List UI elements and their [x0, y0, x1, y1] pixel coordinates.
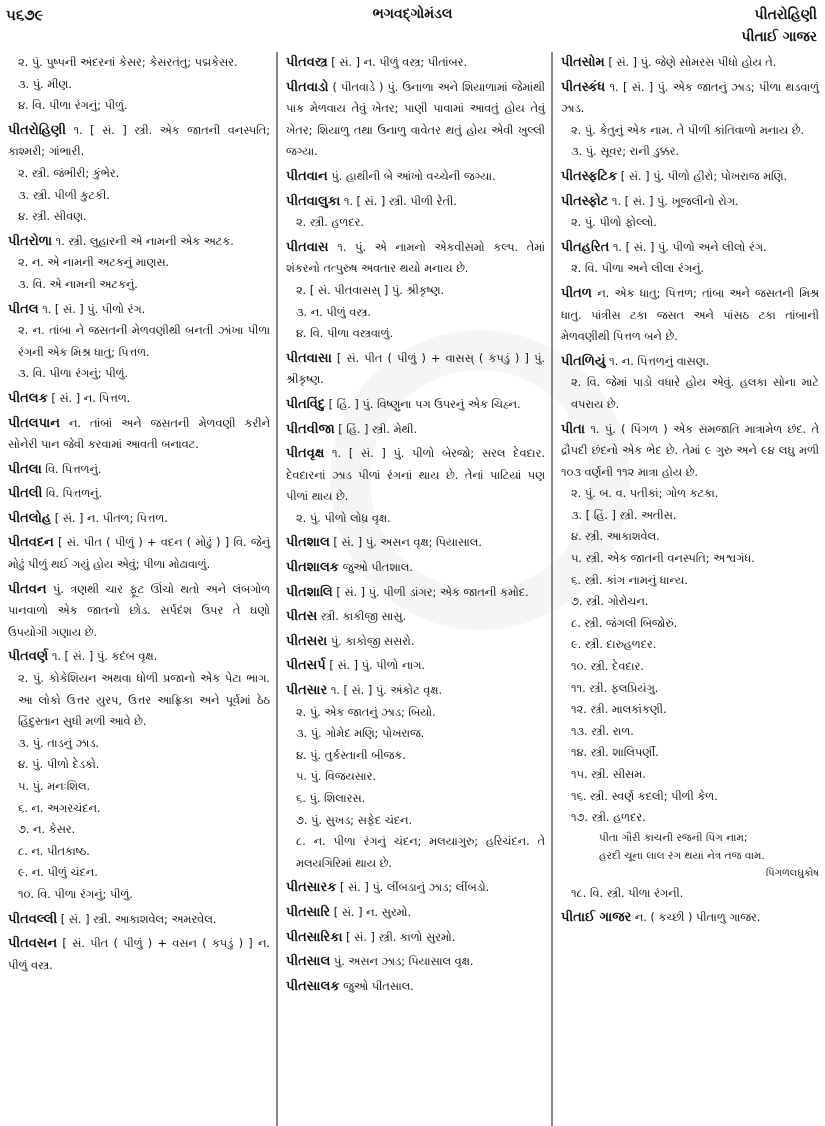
dictionary-entry: [561, 237, 819, 280]
sense: ૧૪. સ્ત્રી. શાલિપર્ણી.: [571, 746, 659, 760]
sense: ૨. સ્ત્રી. જંભીરી; કુંભેર.: [18, 166, 120, 180]
dictionary-entry: [8, 508, 270, 530]
dictionary-entry: [8, 413, 270, 456]
sense: [ સં. પીત ( પીળું ) + વસન ( કપડું ) ] ન. પીળું વસ્ત્ર.: [8, 937, 271, 972]
page-header: [0, 0, 825, 48]
dictionary-entry: [286, 394, 545, 416]
sense: [ હિં. ] પું. વિષ્ણુના પગ ઉપરનું એક ચિહ્ન.: [328, 397, 521, 411]
sense: ૩. પું. સૂવર; રાની ડુક્કર.: [571, 145, 680, 159]
headword: પીતળ: [561, 285, 592, 301]
headword: પીતવાડો: [286, 79, 329, 95]
sense: ૧. [ સં. ] પું. પીળો રંગ.: [42, 302, 146, 316]
sense: વિ. પિત્તળનું.: [45, 462, 102, 476]
sense: ૧. [ સં. ] સ્ત્રી. પીળી રેતી.: [343, 194, 457, 208]
headword: પીતસ્ફટિક: [561, 168, 618, 184]
sense: ૪. સ્ત્રી. સીવણ.: [18, 210, 87, 224]
sense: ન. ( કચ્છી ) પીતાળુ ગાજર.: [634, 911, 761, 925]
headword: પીતવલ્લી: [8, 911, 58, 927]
sense: ૨. ન. એ નામની અટકનું માણસ.: [18, 256, 170, 270]
sense: ૧. [ સં. ] પું. એક જાતનું ઝાડ; પીળા થડવાળું ઝાડ.: [561, 80, 819, 116]
headword: પીતસાલ: [286, 954, 331, 970]
dictionary-entry: [561, 191, 819, 234]
sense: ૬. ન. અગરચંદન.: [18, 801, 101, 815]
sense: ૩. સ્ત્રી. પીળી કુટકી.: [18, 188, 110, 202]
sense: સ્ત્રી. કાકીજી સાસુ.: [320, 610, 407, 624]
sense: ૧૩. સ્ત્રી. રાળ.: [571, 724, 634, 738]
dictionary-entry: [8, 231, 270, 296]
dictionary-entry: [286, 419, 545, 441]
headword: પીતવાલુકા: [286, 193, 341, 209]
dictionary-entry: [286, 166, 545, 188]
sense: ૧૨. સ્ત્રી. માલકાંકણી.: [571, 703, 667, 717]
dictionary-entry: [286, 606, 545, 628]
headword: પીતવાસા: [286, 350, 332, 366]
sense: ૭. સ્ત્રી. ગોરોચન.: [571, 595, 649, 609]
dictionary-entry: [8, 579, 270, 644]
sense: ૪. પું. તુર્કસ્તાની બીજક.: [296, 748, 406, 762]
sense: ૩. વિ. પીળા રંગનું; પીળું.: [18, 367, 129, 381]
dictionary-entry: [8, 52, 270, 117]
citation: પિંગળલઘુકોષ: [765, 867, 819, 879]
dictionary-entry: [286, 191, 545, 234]
headword: પીતવાન: [286, 168, 328, 184]
sense: ૨. પું. પીળો લોધ્ર વૃક્ષ.: [296, 511, 391, 525]
headword: પીતસારક: [286, 880, 337, 896]
dictionary-entry: [286, 52, 545, 74]
dictionary-entry: [286, 902, 545, 924]
sense: ૧૦. સ્ત્રી. દેવદાર.: [571, 660, 644, 674]
sense: [ સં. પીત ( પીળું ) + વદન ( મોઢું ) ] વિ. જેનું મોઢું પીળું થઈ ગયું હોય એવું; પીળા મોઢાવાળું.: [8, 536, 270, 572]
sense: [ સં. ] સ્ત્રી. કાળો સુરમો.: [346, 930, 456, 944]
sense: ૨. પું. કોકેશિયન અથવા ધોળી પ્રજાનો એક પેટા ભાગ. આ લોકો ઉત્તર યુરપ, ઉત્તર આફ્રિકા અને પૂર્વમાં ઠેઠ હિંદુસ્તાન સુધી મળી આવે છે.: [18, 672, 270, 729]
sense: ૧૮. વિ. સ્ત્રી. પીળા રંગની.: [571, 886, 684, 900]
sense: [ સં. ] ન. પીળું વસ્ત્ર; પીતાંબર.: [331, 56, 468, 69]
sense: ૧. [ સં. ] પું. અંકોટ વૃક્ષ.: [330, 684, 443, 698]
sense: વિ. પિત્તળનું.: [45, 487, 103, 501]
headword: પીતવદન: [8, 535, 54, 551]
sense: ૮. ન. પીળા રંગનું ચંદન; મલયાગુરુ; હરિચંદન. તે મલયગિરિમાં થાય છે.: [296, 835, 545, 870]
headword: પીતસાર: [286, 683, 328, 699]
column-3: [553, 52, 825, 1126]
headword: પીતસરા: [286, 633, 328, 649]
sense: ૬. સ્ત્રી. કાંગ નામનું ધાન્ય.: [571, 573, 688, 587]
sense: [ સં. ] પું. જેણે સોમરસ પીધો હોય તે.: [608, 56, 777, 69]
sense: ૫. પું. મનઃશિલ.: [18, 780, 91, 793]
headword: પીતવિંદુ: [286, 396, 326, 412]
sense: ૨. સ્ત્રી. હળદર.: [296, 216, 364, 230]
sense: ૧૫. સ્ત્રી. સીસમ.: [571, 768, 646, 781]
sense: ૮. સ્ત્રી. જંગલી બિજોરું.: [571, 616, 678, 630]
sense: ૪. પું. પીળો દેડકો.: [18, 758, 100, 772]
dictionary-entry: [286, 631, 545, 653]
headword: પીતવન: [8, 581, 47, 597]
dictionary-entry: [286, 348, 545, 391]
dictionary-entry: [286, 77, 545, 163]
sense: [ સં. પીત ( પીળું ) + વાસસ્ ( કપડું ) ] પું. શ્રીકૃષ્ણ.: [286, 351, 545, 387]
sense: ૧. [ સં. ] પું. પીળો અને લીલો રંગ.: [612, 240, 767, 254]
sense: ૯. ન. પીળું ચંદન.: [18, 866, 98, 880]
headword: પીતલ: [8, 301, 39, 317]
dictionary-entry: [286, 927, 545, 949]
guide-word-first: પીતરોહિણી: [754, 7, 817, 23]
sense: ૩. પું. તાડનું ઝાડ.: [18, 736, 100, 750]
dictionary-entry: [8, 646, 270, 905]
headword: પીતલોહ: [8, 510, 52, 526]
running-title: ભગવદ્ગોમંડલ: [372, 6, 453, 22]
sense: ૧. [ સં. ] પું. ખૂજલીનો રોગ.: [611, 194, 739, 208]
headword: પીતવીજા: [286, 421, 335, 437]
sense: ૧. [ સં. ] પું. કદંબ વૃક્ષ.: [51, 650, 158, 664]
sense: ૫. સ્ત્રી. એક જાતની વનસ્પતિ; અશ્વગંધ.: [571, 552, 755, 566]
sense: જુઓ પીતસાલ.: [343, 979, 414, 993]
sense: ૨. પું. પીળો ફોલ્લો.: [571, 216, 657, 230]
headword: પીતસોમ: [561, 55, 605, 70]
dictionary-entry: [8, 459, 270, 481]
sense: [ સં. ] પું. લીંબડાનું ઝાડ; લીંબડો.: [339, 881, 490, 895]
dictionary-entry: [8, 388, 270, 410]
dictionary-entry: [561, 907, 819, 929]
headword: પીતવાસ: [286, 239, 329, 255]
sense: ૯. સ્ત્રી. દારુહળદર.: [571, 638, 657, 652]
sense: ૧૬. સ્ત્રી. સ્વર્ણ કદલી; પીળી કેળ.: [571, 789, 718, 803]
sense: ૭. ન. કેસર.: [18, 823, 76, 837]
sense: ૧૭. સ્ત્રી. હળદર.: [571, 811, 646, 825]
sense: [ સં. ] પું. પીળો હીરો; પોખરાજ મણિ.: [620, 169, 788, 183]
sense: ( પીતવાડે ) પું. ઉનાળા અને શિયાળામાં જેમાંથી પાક મેળવાય તેવું ખેતર; પાણી પાવામાં આવતું હોય તેવું ખેતર; શિયાળુ તથા ઉનાળુ વાવેતર થતું હોય એવી ખુલ્લી જગ્યા.: [286, 80, 545, 159]
guide-words: [741, 4, 817, 48]
sense: [ હિં. ] સ્ત્રી. મેથી.: [338, 422, 418, 436]
sense: ૪. સ્ત્રી. આકાશવેલ.: [571, 530, 660, 544]
dictionary-entry: [8, 120, 270, 228]
sense: ૩. પું. ગોમેદ મણિ; પોખરાજ.: [296, 727, 425, 741]
sense: ૪. વિ. પીળા વસ્ત્રવાળું.: [296, 327, 394, 341]
headword: પીતસાલક: [286, 978, 340, 994]
dictionary-entry: [286, 976, 545, 998]
sense: ૨. પું. પુષ્પની અંદરનાં કેસર; કેસરતંતુ; પદ્મકેસર.: [18, 56, 238, 69]
headword: પીતળિયું: [561, 353, 606, 369]
headword: પીતશાલક: [286, 560, 339, 576]
headword: પીતશાલિ: [286, 584, 333, 600]
sense: ૧. પું. એ નામનો એકવીસમો કલ્પ. તેમાં શંકરનો તત્પુરુષ અવતાર થયો મનાય છે.: [286, 240, 545, 276]
headword: પીતલા: [8, 461, 42, 477]
headword: પીતહરિત: [561, 239, 610, 255]
sense: [ સં. ] ન. સુરમો.: [333, 905, 412, 919]
sense: ૨. વિ. પીળા અને લીલા રંગનું.: [571, 262, 705, 276]
headword: પીતશાલ: [286, 535, 330, 551]
headword: પીતસારિ: [286, 904, 331, 920]
sense: ૧. [ સં. ] પું. પીળો બેરજો; સરલ દેવદાર. દેવદારનાં ઝાડ પીળાં રંગનાં થાય છે. તેનાં પાટિયાં પણ પીળાં થાય છે.: [286, 447, 545, 504]
verse-line: પીતા ગૌરી કાંચની રજની પિંગ નામ;: [599, 831, 748, 844]
sense: ૬. પું. શિલારસ.: [296, 792, 366, 805]
headword: પીતા: [561, 421, 585, 437]
dictionary-entry: [286, 443, 545, 529]
sense: ૧. સ્ત્રી. લુહારની એ નામની એક અટક.: [55, 234, 234, 248]
sense: ન. તાંબાં અને જસતની મેળવણી કરીને સોનેરી પાન જેવી કરવામાં આવતી બનાવટ.: [8, 416, 270, 452]
dictionary-entry: [286, 877, 545, 899]
headword: પીતસ્ફોટ: [561, 193, 609, 209]
sense: ૨. વિ. જેમાં પાડો વધારે હોય એવું. હલકા સોના માટે વપરાય છે.: [571, 376, 819, 411]
sense: ન. એક ધાતુ; પિત્તળ; તાંબા અને જસતની મિશ્ર ધાતુ. પાંત્રીસ ટકા જસત અને પાંસઠ ટકા તાંબાની મેળવણીથી પિત્તળ બને છે.: [561, 286, 820, 344]
sense: ૧. [ સં. ] સ્ત્રી. એક જાતની વનસ્પતિ; કાશ્મરી; ગાંભારી.: [8, 123, 270, 159]
headword: પીતરોળા: [8, 233, 53, 249]
page-number: ૫૬૭૯: [6, 6, 44, 24]
dictionary-entry: [286, 532, 545, 554]
sense: ૪. વિ. પીળા રંગનું; પીળું.: [18, 99, 128, 113]
guide-word-last: પીતાઈ ગાજર: [741, 29, 817, 45]
dictionary-entry: [561, 77, 819, 163]
dictionary-entry: [561, 283, 819, 348]
dictionary-entry: [8, 909, 270, 931]
headword: પીતવસ્ત્ર: [286, 55, 328, 70]
column-2: [278, 52, 553, 1126]
sense: પું. ત્રણથી ચાર ફૂટ ઊંચો થતો અને લંબગોળ પાનવાળો એક જાતનો છોડ. સર્પદંશ ઉપર તે ઘણો ઉપયોગી ગણાય છે.: [8, 582, 270, 639]
sense: [ સં. ] પું. પીળો નાગ.: [329, 659, 425, 673]
headword: પીતલક: [8, 390, 48, 406]
dictionary-entry: [561, 351, 819, 416]
sense: ૧૦. વિ. પીળા રંગનું; પીળું.: [18, 887, 133, 901]
dictionary-entry: [286, 655, 545, 677]
sense: ૭. પું. સુખડ; સફેદ ચંદન.: [296, 813, 413, 827]
headword: પીતવસન: [8, 936, 58, 952]
dictionary-entry: [286, 951, 545, 973]
dictionary-entry: [286, 237, 545, 345]
dictionary-entry: [561, 166, 819, 188]
sense: [ સં. ] ન. પિત્તળ.: [51, 391, 131, 405]
sense: [ સં. ] પું. પીળી ડાંગર; એક જાતની કમોદ.: [336, 585, 529, 599]
sense: [ સં. ] સ્ત્રી. આકાશવેલ; અમરવેલ.: [60, 912, 217, 926]
sense: ૨. ન. તાંબા ને જસતની મેળવણીથી બનતી ઝાંખા પીળા રંગની એક મિશ્ર ધાતુ; પિત્તળ.: [18, 324, 270, 359]
sense: ૨. પું. એક જાતનું ઝાડ; બિયો.: [296, 705, 436, 719]
sense: ૨. [ સં. પીતવાસસ્ ] પું. શ્રીકૃષ્ણ.: [296, 283, 445, 297]
sense: ૩. [ હિં. ] સ્ત્રી. અતીસ.: [571, 508, 677, 522]
dictionary-entry: [8, 532, 270, 575]
headword: પીતવર્ણ: [8, 649, 49, 665]
sense: પું. કાકોજી સસરો.: [330, 634, 415, 648]
sense: ૧. પું. ( પિંગળ ) એક સમજાતિ માત્રામેળ છંદ. તે દ્રૌપદી છંદનો એક ભેદ છે. તેમાં ૯ ગુરુ અને ૯૪ લઘુ મળી ૧૦૩ વર્ણની ૧૧૨ માત્રા હોય છે.: [561, 422, 820, 479]
sense: ૧. ન. પિત્તળનું વાસણ.: [609, 354, 710, 368]
sense: પું. અસન ઝાડ; પિયાસાલ વૃક્ષ.: [333, 955, 474, 969]
dictionary-entry: [561, 419, 819, 905]
headword: પીતલી: [8, 486, 43, 502]
sense: ૫. પું. વિજયસાર.: [296, 770, 376, 784]
sense: ૩. પું. મીણ.: [18, 77, 72, 91]
headword: પીતાઈ ગાજર: [561, 910, 632, 926]
sense: [ સં. ] પું. અસન વૃક્ષ; પિયાસાલ.: [333, 536, 482, 550]
dictionary-entry: [8, 483, 270, 505]
headword: પીતવૃક્ષ: [286, 446, 325, 462]
headword: પીતસ્કંધ: [561, 79, 606, 95]
sense: પું. હાથીની બે આંખો વચ્ચેની જગ્યા.: [331, 169, 496, 183]
dictionary-entry: [286, 582, 545, 604]
verse-line: હરદી ચૂના લાલ રંગ થયાં નેત્ર તજ વામ.: [599, 849, 765, 862]
sense: જુઓ પીતશાલ.: [342, 561, 413, 575]
column-1: [0, 52, 278, 1126]
sense: ૩. વિ. એ નામની અટકનું.: [18, 277, 138, 291]
sense: ૩. ન. પીળું વસ્ત્ર.: [296, 305, 372, 319]
dictionary-columns: [0, 52, 825, 1126]
headword: પીતરોહિણી: [8, 122, 66, 138]
headword: પીતસ: [286, 609, 318, 625]
sense: ૨. પું. બ. વ. પતીકાં; ગોળ કટકા.: [571, 487, 719, 501]
headword: પીતસર્પ: [286, 658, 326, 674]
sense: ૧૧. સ્ત્રી. ફલપ્રિયંગુ.: [571, 681, 659, 695]
dictionary-entry: [286, 680, 545, 874]
headword: પીતસારિકા: [286, 929, 343, 945]
dictionary-entry: [286, 557, 545, 579]
dictionary-entry: [8, 299, 270, 385]
sense: ૮. ન. પીતકાષ્ઠ.: [18, 844, 90, 858]
dictionary-entry: [8, 933, 270, 976]
sense: [ સં. ] ન. પીતળ; પિત્તળ.: [54, 511, 168, 525]
headword: પીતલપાન: [8, 415, 60, 431]
dictionary-entry: [561, 52, 819, 74]
sense: ૨. પું. કેતુનું એક નામ. તે પીળી કાંતિવાળો મનાય છે.: [571, 123, 805, 137]
